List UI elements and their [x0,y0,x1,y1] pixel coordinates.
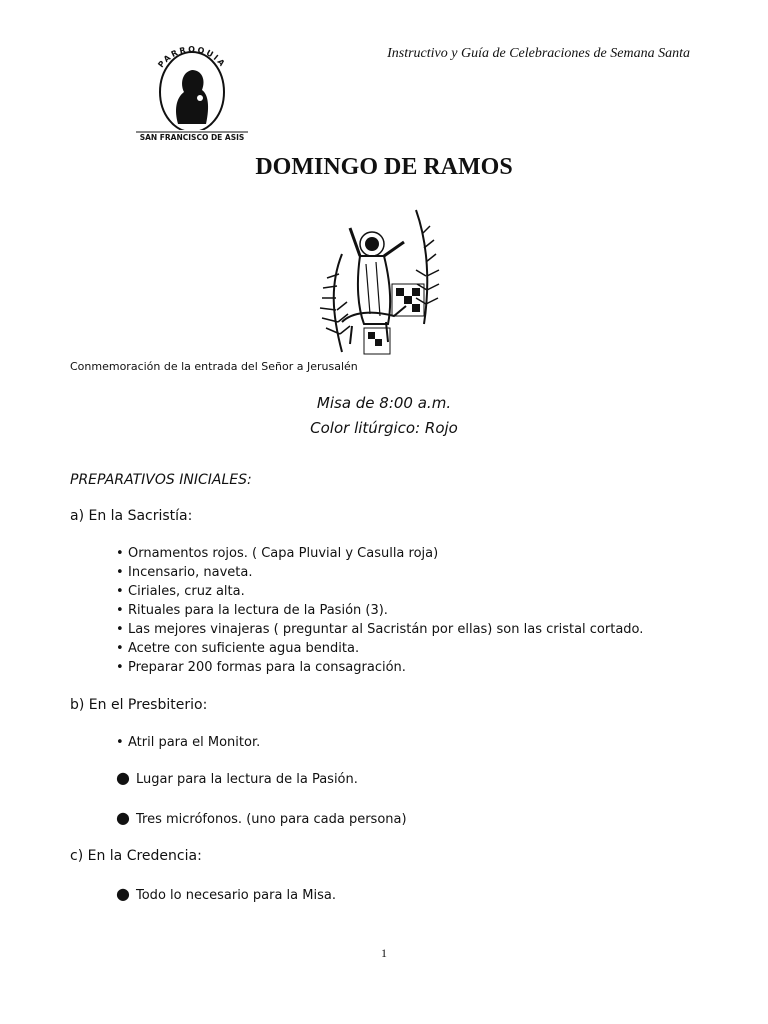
page-title: DOMINGO DE RAMOS [255,154,513,180]
list-item: • Rituales para la lectura de la Pasión (3). [116,603,388,618]
list-item: • Las mejores vinajeras ( preguntar al Sacristán por ellas) son las cristal cortado. [116,622,644,637]
sacristia-heading: a) En la Sacristía: [70,508,193,524]
bullet-icon: • [116,565,124,580]
bullet-icon: • [116,546,124,561]
credencia-heading: c) En la Credencia: [70,848,202,864]
logo-bottom-text: SAN FRANCISCO DE ASIS [139,133,245,142]
subtitle: Conmemoración de la entrada del Señor a Jerusalén [70,360,358,373]
bullet-icon: • [116,735,124,750]
mass-time: Misa de 8:00 a.m. [316,394,452,412]
bullet-icon: ● [116,808,130,827]
bullet-icon: • [116,641,124,656]
bullet-icon: ● [116,884,130,903]
list-item: • Incensario, naveta. [116,565,253,580]
list-item: • Atril para el Monitor. [116,735,261,750]
credencia-list [116,884,336,905]
list-item: ● Todo lo necesario para la Misa. [116,884,336,903]
liturgical-color: Color litúrgico: Rojo [310,419,458,437]
presbiterio-list-2 [116,768,358,789]
bullet-icon: • [116,622,124,637]
list-item: • Acetre con suficiente agua bendita. [116,641,360,656]
sacristia-list [116,544,643,677]
page-number: 1 [381,946,387,960]
list-item: • Preparar 200 formas para la consagración. [116,660,406,675]
section-title: PREPARATIVOS INICIALES: [70,472,252,488]
list-item: • Ornamentos rojos. ( Capa Pluvial y Casulla roja) [116,546,439,561]
list-item: ● Tres micrófonos. (uno para cada persona) [116,808,407,827]
mass-info [0,391,768,441]
svg-text:PARROQUIA: PARROQUIA [156,44,228,70]
presbiterio-list-3 [116,808,407,829]
running-header: Instructivo y Guía de Celebraciones de Semana Santa [387,46,690,61]
presbiterio-heading: b) En el Presbiterio: [70,697,208,713]
bullet-icon: • [116,584,124,599]
list-item: ● Lugar para la lectura de la Pasión. [116,768,358,787]
bullet-icon: ● [116,768,130,787]
list-item: • Ciriales, cruz alta. [116,584,245,599]
bullet-icon: • [116,660,124,675]
parish-logo [134,40,250,144]
bullet-icon: • [116,603,124,618]
presbiterio-list [116,733,260,752]
palm-sunday-illustration [312,204,440,356]
